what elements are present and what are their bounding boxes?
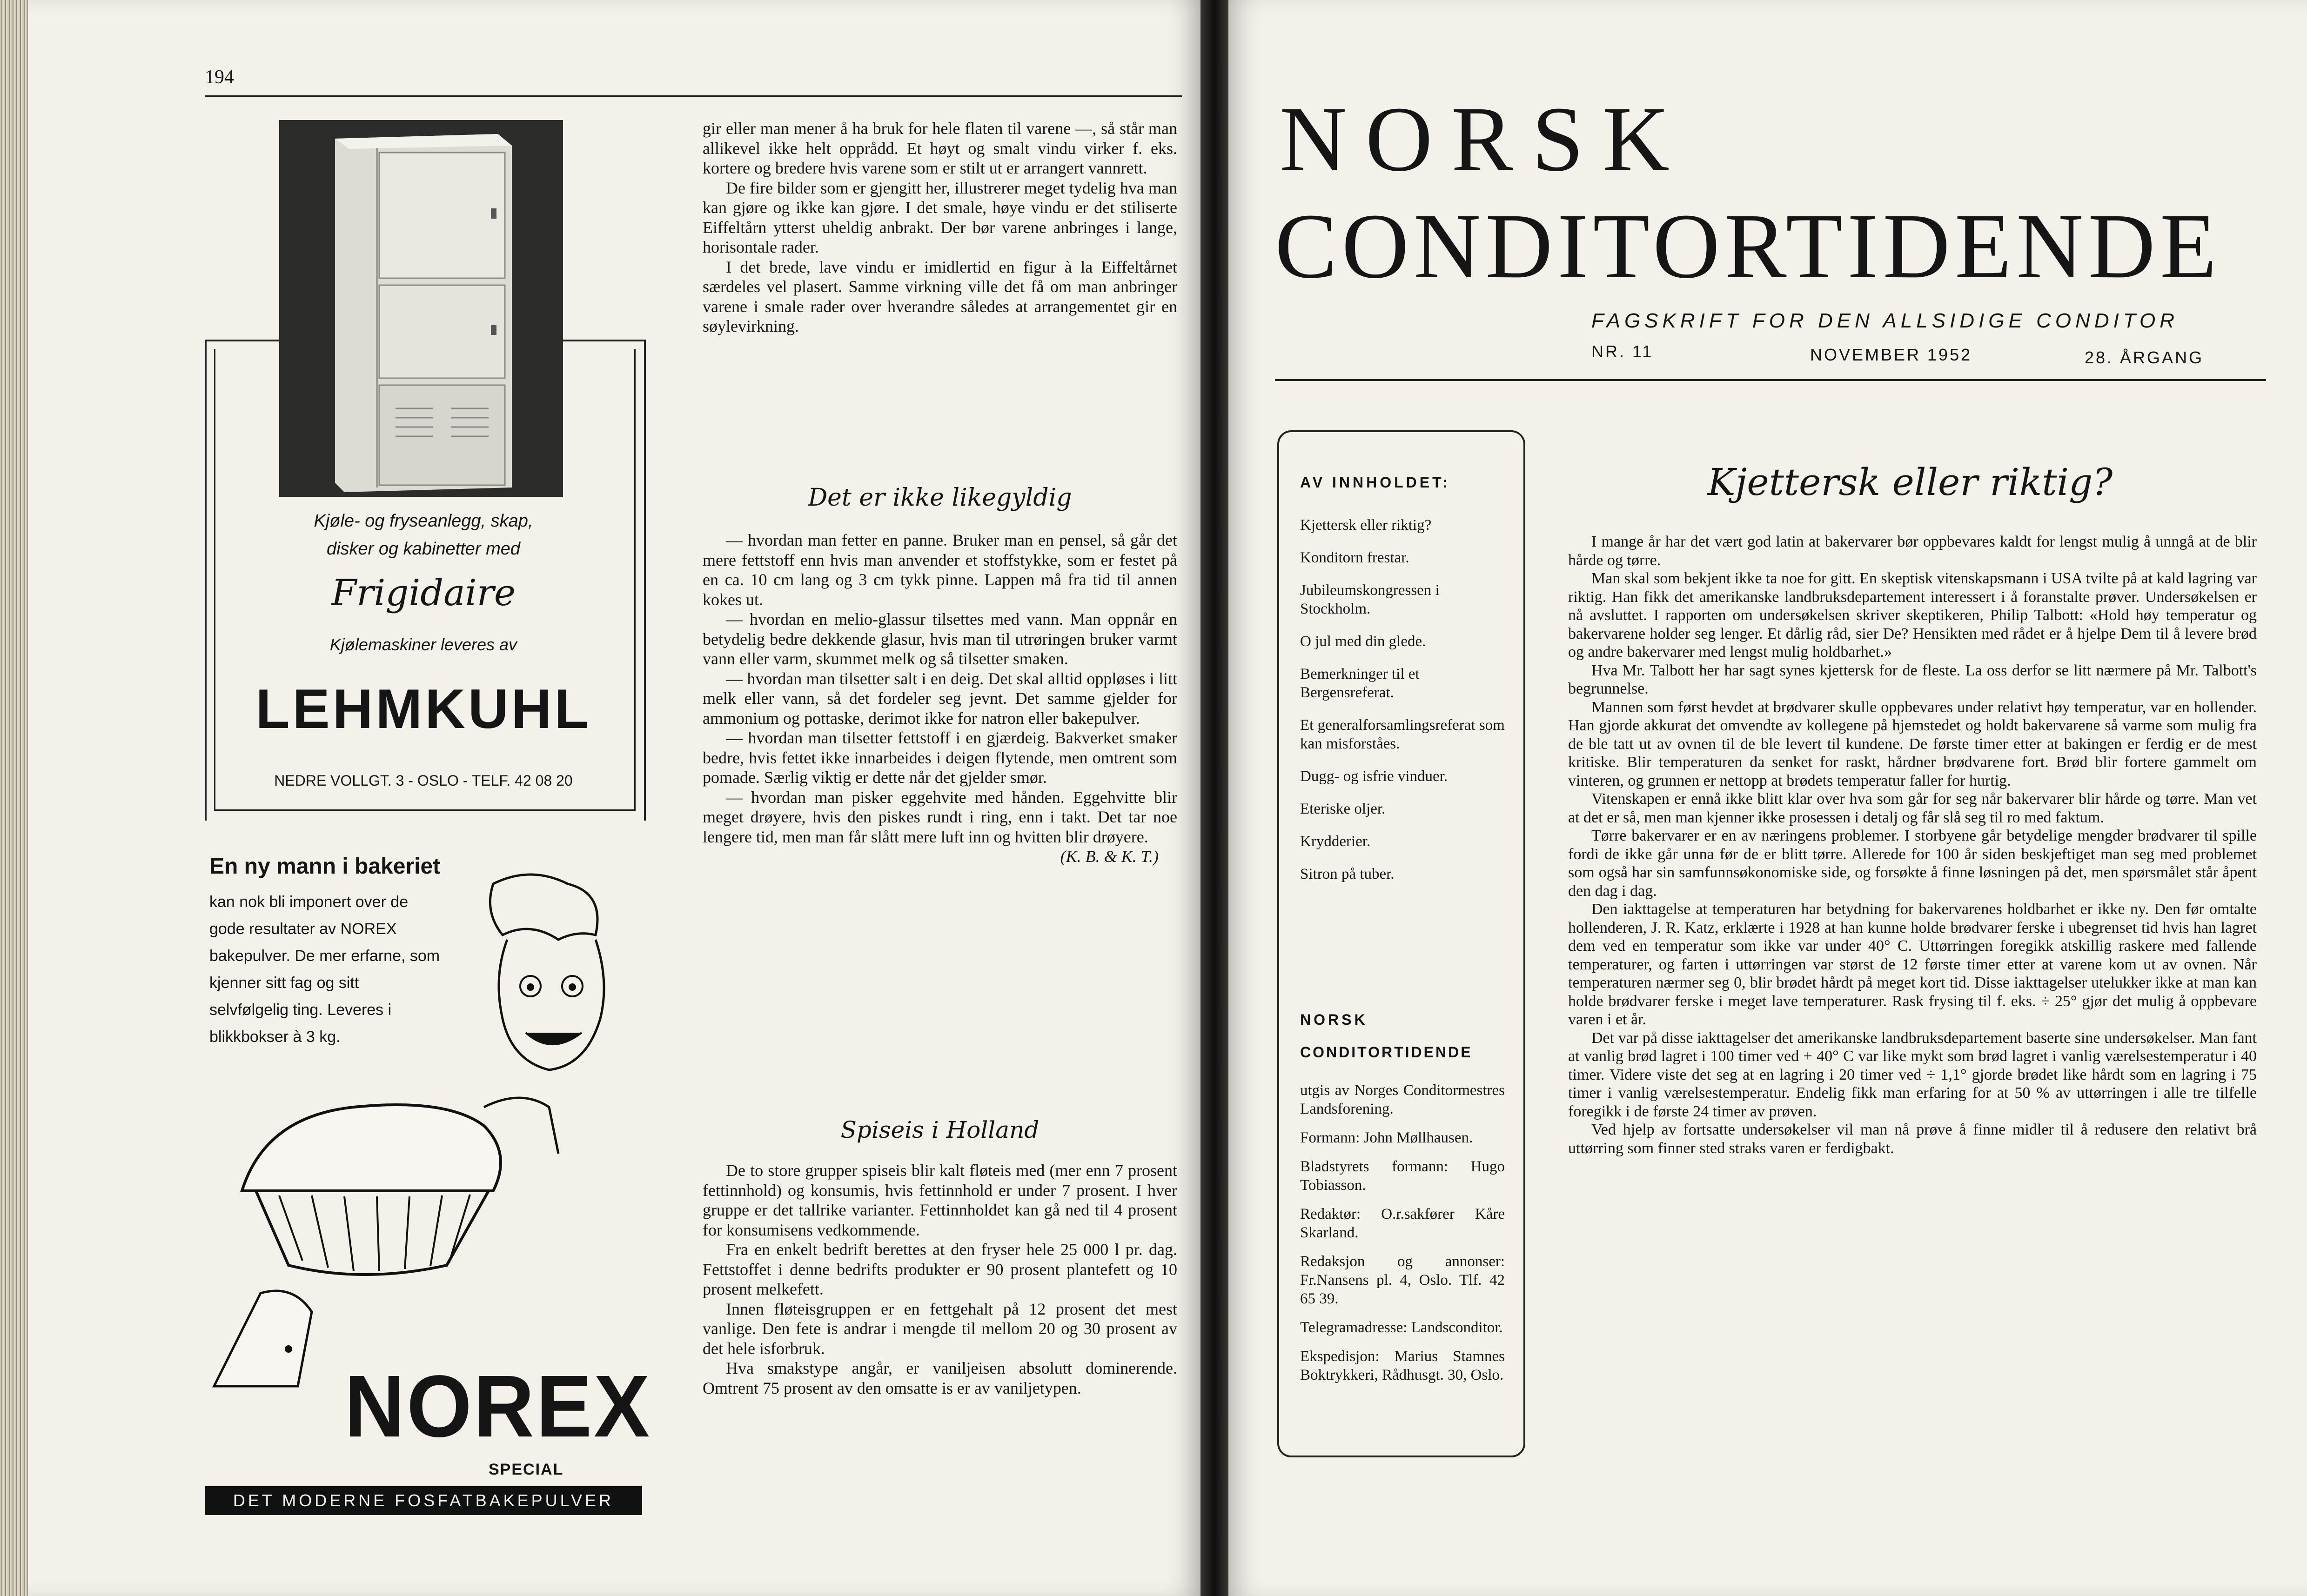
info-line: Ekspedisjon: Marius Stamnes Boktrykkeri, Rådhusgt. 30, Oslo. (1300, 1348, 1505, 1383)
ad-caption-line1: Kjøle- og fryseanlegg, skap, (314, 511, 533, 531)
volume: 28. ÅRGANG (2085, 348, 2204, 367)
spiseis-paragraph: Innen fløteisgruppen er en fettgehalt på 12 prosent det mest vanlige. Den fete is andrar i mengde til mellom 20 og 30 prosent av det hele isforbruk. (703, 1299, 1177, 1358)
contents-item[interactable]: Kjettersk eller riktig? (1300, 517, 1432, 534)
main-article-title: Kjettersk eller riktig? (1707, 461, 2113, 504)
norex-special: SPECIAL (489, 1461, 564, 1478)
left-article-column (703, 119, 1177, 336)
spiseis-paragraph: Hva smakstype angår, er vaniljeisen absolutt dominerende. Omtrent 75 prosent av den omsatte is er av vaniljetypen. (703, 1359, 1177, 1397)
article-paragraph: De fire bilder som er gjengitt her, illustrerer meget tydelig hva man kan gjøre og ikke kan gjøre. I det smale, høye vindu er det stiliserte Eiffeltårn ytterst uheldig anbrakt. Der bør varene anbringes i lange, horisontale rader. (703, 178, 1177, 256)
frigidaire-ad (205, 112, 642, 819)
supplier-text: Kjølemaskiner leveres av (329, 635, 517, 654)
heading-ikke-likegyldig: Det er ikke likegyldig (808, 484, 1072, 512)
tip-paragraph: — hvordan man tilsetter salt i en deig. Det skal alltid oppløses i litt melk eller vann, så det fordeler seg jevnt. Det samme gjelder for ammonium og pottaske, derimot ikke for natron eller bakepulver. (703, 669, 1177, 728)
page-number: 194 (205, 67, 234, 88)
heading-spiseis: Spiseis i Holland (840, 1116, 1039, 1143)
article-paragraph: Mannen som først hevdet at brødvarer skulle oppbevares under relativt høy temperatur, var en hollender. Han gjorde akkurat det omvendte av kollegene på hjemstedet og holdt bakervarene så varme som mulig fra de ble tatt ut av ovnen til de ble levert til kundene. De første timer etter at bakingen er ferdig er de mest kritiske. Blir temperaturen da senket for raskt, hårdner brødvarene fort. Brød blir fortere gammelt om vinteren, og grunnen er nettopp at brødets temperatur faller for hurtig. (1568, 698, 2257, 789)
norex-headline: En ny mann i bakeriet (209, 854, 441, 879)
info-line: Redaksjon og annonser: Fr.Nansens pl. 4, Oslo. Tlf. 42 65 39. (1300, 1253, 1505, 1307)
norex-banner: DET MODERNE FOSFATBAKEPULVER (205, 1486, 642, 1515)
book-gutter (1200, 0, 1228, 1596)
masthead-subtitle: FAGSKRIFT FOR DEN ALLSIDIGE CONDITOR (1591, 309, 2179, 332)
tip-paragraph: — hvordan man tilsetter fettstoff i en gjærdeig. Bakverket smaker bedre, hvis fettet ikke innarbeides i deigen flytende, men omtrent som pomade. Særlig viktig er dette når det gjelder smør. (703, 728, 1177, 787)
article-paragraph: Vitenskapen er ennå ikke blitt klar over hva som går for seg når bakervarer blir hårde og tørre. Man vet at det er så, men man kjenner ikke prosessen i detalj og får slå seg til ro med faktum. (1568, 790, 2257, 826)
contents-box (1277, 430, 1525, 1457)
spiseis-paragraph: Fra en enkelt bedrift berettes at den fryser hele 25 000 l pr. dag. Fettstoffet i denne bedrifts produkter er 90 prosent plantefett og 10 prosent melkefett. (703, 1240, 1177, 1298)
article-paragraph: I mange år har det vært god latin at bakervarer bør oppbevares kaldt for lengst mulig å unngå at de blir hårde og tørre. (1568, 533, 2257, 569)
likegyldig-section (703, 530, 1177, 867)
norex-body: kan nok bli imponert over de gode resultater av NOREX bakepulver. De mer erfarne, som kjenner sitt fag og sitt selvfølgelig ting. Leveres i blikkbokser à 3 kg. (209, 893, 440, 1046)
publication-title-2: CONDITORTIDENDE (1300, 1044, 1473, 1061)
article-intro: gir eller man mener å ha bruk for hele flaten til varene —, så står man allikevel ikke helt opprådd. Et høyt og smalt vindu virker f. eks. kortere og bredere hvis varene som er stilt ut er arrangert vannrett. (703, 119, 1177, 177)
frigidaire-logo: Frigidaire (331, 572, 516, 614)
norex-ad (205, 837, 652, 1521)
contents-item[interactable]: Et generalforsamlingsreferat som kan misforståes. (1300, 717, 1505, 752)
spiseis-paragraph: De to store grupper spiseis blir kalt fløteis med (mer enn 7 prosent fettinnhold) og konsumis, hvis fettinnhold er under 7 prosent. I hver gruppe er det tallrike varianter. Fettinnholdet kan gå ned til 4 prosent for konsumisens vedkommende. (703, 1161, 1177, 1239)
contents-item[interactable]: Eteriske oljer. (1300, 801, 1386, 817)
info-line: Formann: John Møllhausen. (1300, 1129, 1473, 1146)
info-line: Redaktør: O.r.sakfører Kåre Skarland. (1300, 1206, 1505, 1241)
article-paragraph: Hva Mr. Talbott her har sagt synes kjettersk for de fleste. La oss derfor se litt nærmere på Mr. Talbott's begrunnelse. (1568, 661, 2257, 697)
book-page-edges (0, 0, 28, 1596)
issue-date: NOVEMBER 1952 (1810, 345, 1972, 364)
contents-item[interactable]: Jubileumskongressen i Stockholm. (1300, 582, 1440, 617)
fridge-photo (279, 120, 563, 497)
right-page (1228, 0, 2307, 1596)
contents-item[interactable]: O jul med din glede. (1300, 633, 1426, 650)
article-paragraph: Ved hjelp av fortsatte undersøkelser vil man nå prøve å finne midler til å redusere den relativt brå uttørring som finner sted straks varen er ferdigbakt. (1568, 1121, 2257, 1157)
top-rule (205, 95, 1182, 97)
masthead-title-line2: CONDITORTIDENDE (1275, 195, 2222, 298)
tip-paragraph: — hvordan man pisker eggehvite med hånden. Eggehvitte blir meget drøyere, hvis den piskes rundt i ring, enn i takt. Det tar noe lengere tid, men man får slått mere luft inn og hvitten blir drøyere. (703, 788, 1177, 846)
article-paragraph: Man skal som bekjent ikke ta noe for gitt. En skeptisk vitenskapsmann i USA tvilte på at kald lagring var riktig. Han fikk det amerikanske landbruksdepartement interessert i å foranstalte prøver. Undersøkelsen er nå avsluttet. I rapporten om undersøkelsen skriver skeptikeren, Philip Talbott: «Hold høy temperatur og bakervarene holder seg lenger. Et dårlig råd, sier De? Hensikten med rådet er å hjelpe Dem til å levere brød og andre bakervarer med lengst mulig holdbarhet.» (1568, 570, 2257, 661)
info-line: Bladstyrets formann: Hugo Tobiasson. (1300, 1158, 1505, 1194)
masthead-rule (1275, 379, 2266, 381)
contents-item[interactable]: Dugg- og isfrie vinduer. (1300, 768, 1448, 785)
contents-item[interactable]: Konditorn frestar. (1300, 549, 1409, 566)
publication-info (1300, 1081, 1505, 1395)
ad-caption (205, 507, 642, 563)
info-line: Telegramadresse: Landsconditor. (1300, 1319, 1503, 1336)
contents-item[interactable]: Krydderier. (1300, 833, 1371, 850)
main-article-body (1568, 533, 2257, 1157)
signature: (K. B. & K. T.) (1060, 847, 1159, 866)
contents-list (1300, 516, 1505, 897)
contents-heading: AV INNHOLDET: (1300, 474, 1450, 491)
lehmkuhl-address: NEDRE VOLLGT. 3 - OSLO - TELF. 42 08 20 (274, 772, 573, 789)
tip-paragraph: — hvordan man fetter en panne. Bruker man en pensel, så går det mere fettstoff enn hvis man anvender et stoffstykke, som er festet på en ca. 10 cm lang og 3 cm tykk pinne. Lappen må fra tid til annen kokes ut. (703, 531, 1177, 609)
masthead-title-line1: NORSK (1280, 88, 1688, 191)
left-page (28, 0, 1200, 1596)
contents-item[interactable]: Sitron på tuber. (1300, 866, 1395, 882)
spiseis-section (703, 1161, 1177, 1398)
article-paragraph: Det var på disse iakttagelser det amerikanske landbruksdepartement baserte sine undersøkelser. Man fant at vanlig brød lagret i 100 timer ved + 40° C var like mykt som brød lagret i vanlig værelsestemperatur i 40 timer. Videre viste det seg at en lagring i 20 timer ved ÷ 1,1° gjorde brødet like hårdt som en lagring i 75 timer i vanlig værelsestemperatur. Endelig fikk man erfaring for at 50 % av uttørringen i alle tre tilfelle foregikk i de første 24 timer av prøven. (1568, 1029, 2257, 1120)
article-paragraph: Tørre bakervarer er en av næringens problemer. I storbyene går betydelige mengder brødvarer til spille fordi de ikke går unna før de er blitt tørre. Allerede for 100 år siden beskjeftiget man seg med problemet som også har sin samfunnsøkonomiske side, og forsøkte å finne løsningen på det, men spørsmålet står åpent den dag i dag. (1568, 827, 2257, 900)
norex-logo: NOREX (344, 1357, 652, 1456)
contents-item[interactable]: Bemerkninger til et Bergensreferat. (1300, 666, 1420, 701)
info-line: utgis av Norges Conditormestres Landsforening. (1300, 1082, 1505, 1117)
publication-title-1: NORSK (1300, 1011, 1368, 1028)
ad-caption-line2: disker og kabinetter med (326, 539, 521, 559)
tip-paragraph: — hvordan en melio-glassur tilsettes med vann. Man oppnår en betydelig bedre dekkende glasur, hvis man til utrøringen bruker varmt vann eller varm, skummet melk og så tilsetter smaken. (703, 610, 1177, 668)
lehmkuhl-logo: LEHMKUHL (255, 678, 591, 740)
issue-number: NR. 11 (1591, 342, 1654, 361)
article-paragraph: Den iakttagelse at temperaturen har betydning for bakervarenes holdbarhet er ikke ny. Den før omtalte hollenderen, J. R. Katz, erklærte i 1928 at han kunne holde brødvarer ferske i ubegrenset tid hvis han lagret dem ved en temperatur som ikke var under 40° C. Uttørringen foregikk atskillig raskere med fallende temperaturer, og farten i uttørringen var størst de 12 første timer etter at varene kom ut av ovnen. Når temperaturen nærmer seg 0, blir brødet hårdt på meget kort tid. Disse iakttagelser utelukker ikke at man kan holde brødvarer ferske i meget lave temperaturer. Rask frysing til f. eks. ÷ 25° gjør det mulig å oppbevare varen i et år. (1568, 901, 2257, 1028)
article-paragraph: I det brede, lave vindu er imidlertid en figur à la Eiffeltårnet særdeles vel plasert. Samme virkning ville det få om man anbringer varene i smale rader over hverandre således at arrangementet gir en søylevirkning. (703, 257, 1177, 335)
